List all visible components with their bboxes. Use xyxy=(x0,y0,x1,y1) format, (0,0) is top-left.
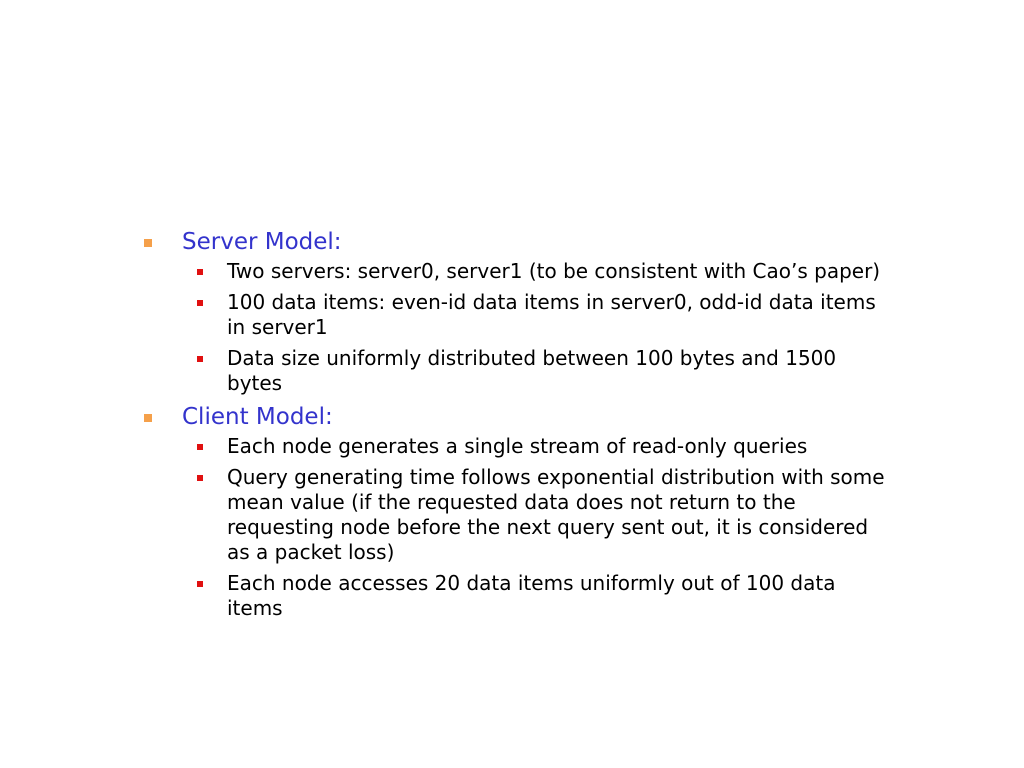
section-client-model xyxy=(140,402,1000,621)
square-bullet-icon xyxy=(197,581,203,587)
bullet-list xyxy=(140,259,1000,396)
list-item-text: Two servers: server0, server1 (to be consistent with Cao’s paper) xyxy=(227,259,881,283)
list-item-text: Each node generates a single stream of read-only queries xyxy=(227,434,808,458)
square-bullet-icon xyxy=(197,356,203,362)
section-heading xyxy=(140,402,1000,432)
square-bullet-icon xyxy=(197,444,203,450)
square-bullet-icon xyxy=(144,239,152,247)
list-item xyxy=(140,259,889,284)
section-heading-text: Server Model: xyxy=(182,229,342,255)
section-server-model xyxy=(140,227,1000,396)
square-bullet-icon xyxy=(197,475,203,481)
square-bullet-icon xyxy=(197,300,203,306)
list-item xyxy=(140,571,889,621)
square-bullet-icon xyxy=(197,269,203,275)
list-item-text: Each node accesses 20 data items uniformly out of 100 data items xyxy=(227,571,836,620)
list-item-text: Data size uniformly distributed between 100 bytes and 1500 bytes xyxy=(227,346,837,395)
slide-content xyxy=(140,227,1000,627)
list-item-text: Query generating time follows exponential distribution with some mean value (if the requested data does not return to the requesting node before the next query sent out, it is considered as a packet loss) xyxy=(227,465,885,564)
list-item xyxy=(140,465,889,565)
section-heading-text: Client Model: xyxy=(182,404,333,430)
list-item xyxy=(140,346,889,396)
bullet-list xyxy=(140,434,1000,621)
list-item-text: 100 data items: even-id data items in server0, odd-id data items in server1 xyxy=(227,290,876,339)
section-heading xyxy=(140,227,1000,257)
list-item xyxy=(140,434,889,459)
square-bullet-icon xyxy=(144,414,152,422)
list-item xyxy=(140,290,889,340)
